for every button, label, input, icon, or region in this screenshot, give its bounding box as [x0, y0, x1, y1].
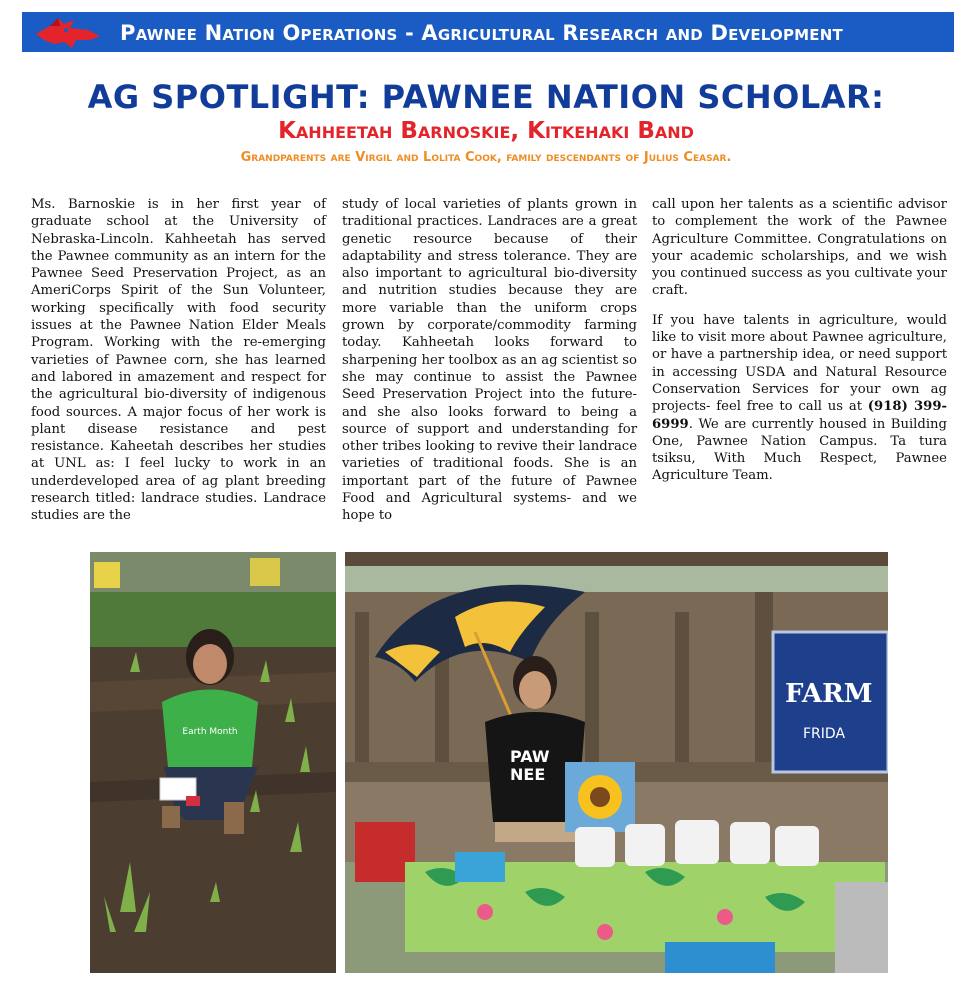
article-paragraph: study of local varieties of plants grown in traditional practices. Landraces are a great genetic resource because of their adaptability and stress tolerance. They are also important to agricultural bio-diversity and nutrition studies because they are more variable than the uniform crops grown by corporate/commodity farming today. Kahheetah looks forward to sharpening her toolbox as an ag scientist so she may continue to assist the Pawnee Seed Preservation Project into the future- and she also looks forward to being a source of support and understanding for other tribes looking to revive their landrace varieties of traditional foods. She is an important part of the future of Pawnee Food and Agricultural systems- and we hope to	[342, 197, 637, 524]
article-paragraph: Ms. Barnoskie is in her first year of graduate school at the University of Nebraska-Lincoln. Kahheetah has served the Pawnee community as an intern for the Pawnee Seed Preservation Project, as an AmeriCorps Spirit of the Sun Volunteer, working specifically with food security issues at the Pawnee Nation Elder Meals Program. Working with the re-emerging varieties of Pawnee corn, she has learned and labored in amazement and respect for the agricultural bio-diversity of indigenous food sources. A major focus of her work is plant disease resistance and pest resistance. Kaheetah describes her studies at UNL as: I feel lucky to work in an underdeveloped area of ag plant breeding research titled: landrace studies. Landrace studies are the	[31, 197, 326, 524]
sign-subtext: FRIDA	[803, 726, 846, 742]
article-column-3	[652, 196, 947, 497]
phone-number: (918) 399-6999	[652, 399, 947, 432]
scholar-name: Kahheetah Barnoskie, Kitkehaki Band	[278, 118, 694, 144]
family-tagline: Grandparents are Virgil and Lolita Cook, family descendants of Julius Ceasar.	[240, 150, 732, 165]
banner-title: Pawnee Nation Operations - Agricultural Research and Development	[120, 21, 843, 45]
red-wolf-head-icon	[30, 12, 110, 52]
shirt-text-line-1: PAW	[510, 747, 550, 766]
garden-photo	[90, 552, 336, 973]
market-photo	[345, 552, 888, 973]
contact-paragraph	[652, 312, 947, 485]
contact-text-before: If you have talents in agriculture, would like to visit more about Pawnee agriculture, or have a partnership idea, or need support in accessing USDA and Natural Resource Conservation Services for your own ag projects- feel free to call us at	[652, 312, 947, 415]
header-banner	[22, 12, 954, 52]
article-column-2	[342, 196, 637, 537]
shirt-text-line-2: NEE	[510, 765, 546, 784]
sign-text: FARM	[785, 679, 873, 709]
contact-text-after: . We are currently housed in Building One, Pawnee Nation Campus. Ta tura tsiksu, With Much Respect, Pawnee Agriculture Team.	[652, 416, 947, 484]
shirt-text: Earth Month	[182, 727, 238, 737]
article-paragraph: call upon her talents as a scientific advisor to complement the work of the Pawnee Agriculture Committee. Congratulations on your academic scholarships, and we wish you continued success as you cultivate your craft.	[652, 197, 947, 299]
page-title: AG SPOTLIGHT: PAWNEE NATION SCHOLAR:	[87, 78, 885, 116]
article-column-1	[31, 196, 326, 537]
